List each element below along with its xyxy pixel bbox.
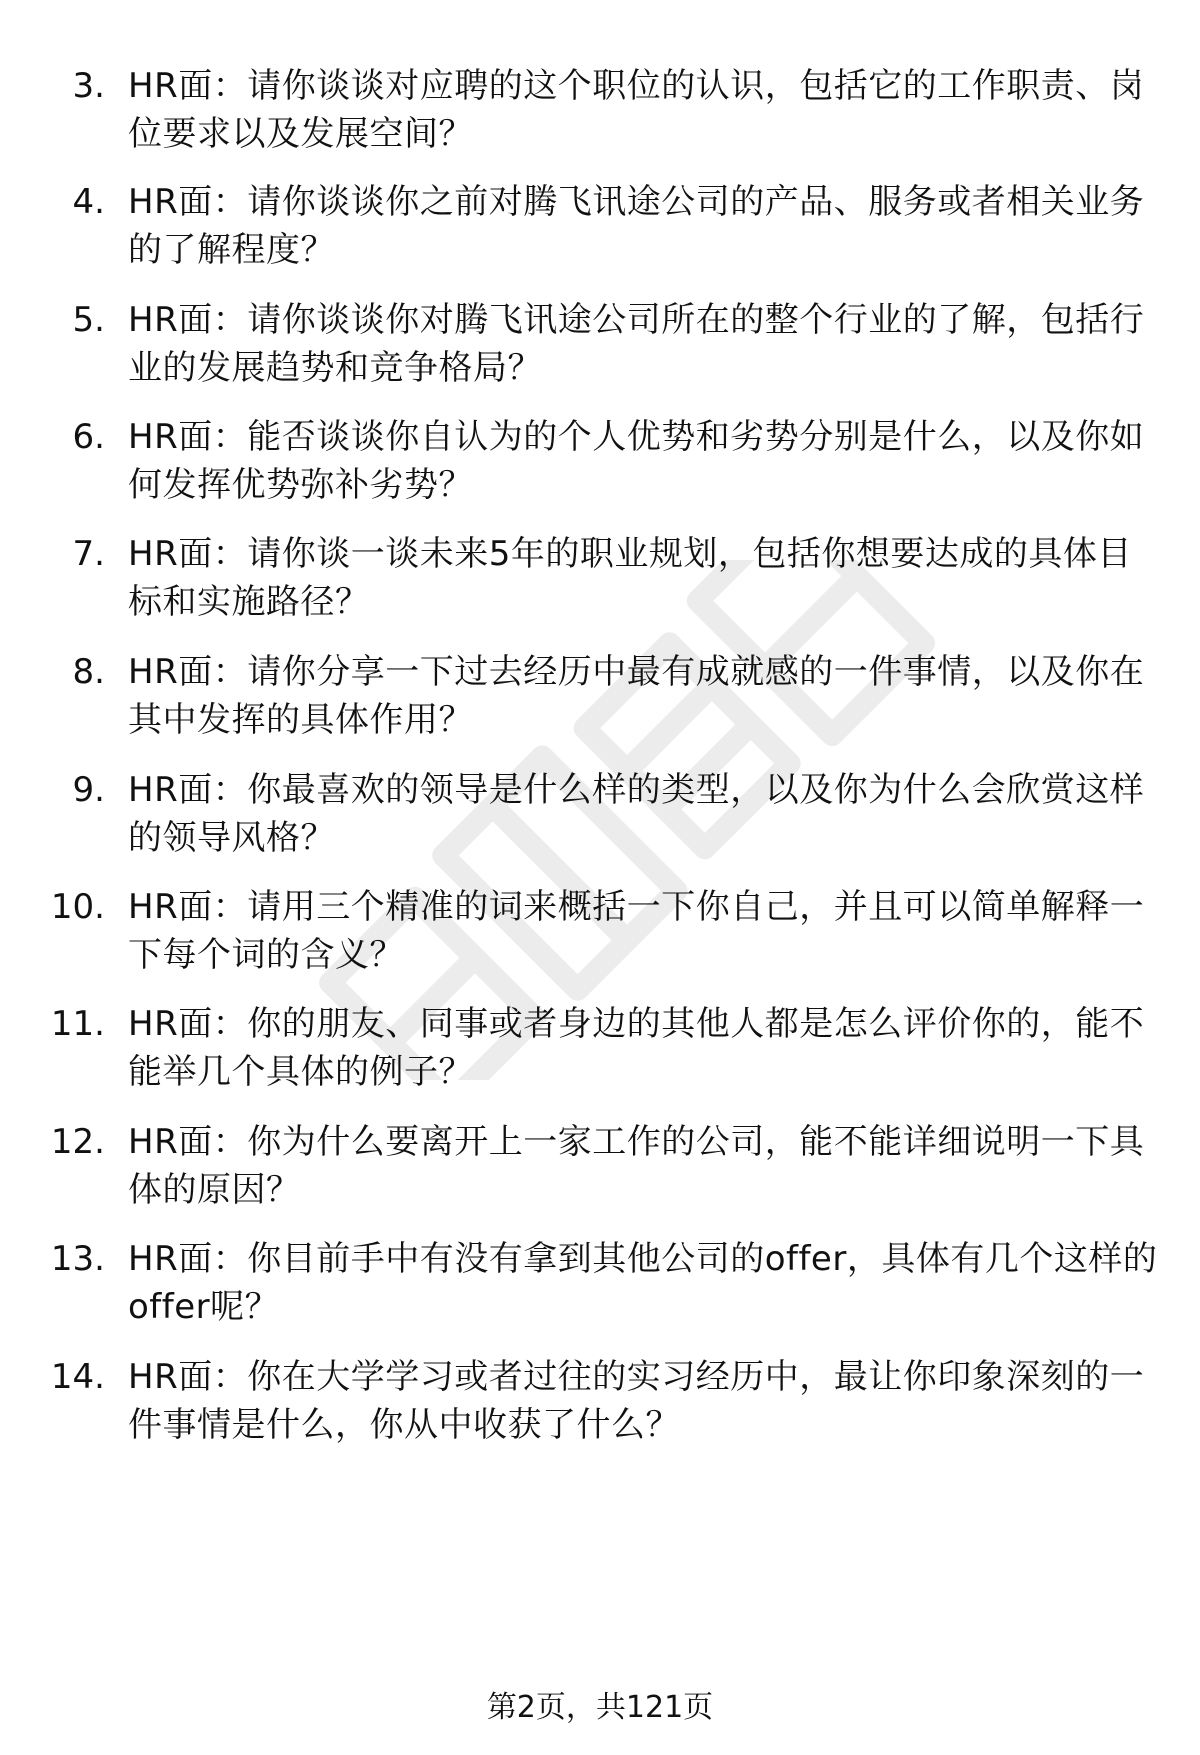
list-item xyxy=(0,648,1200,748)
question-number: 4. xyxy=(72,182,105,222)
list-item xyxy=(0,1000,1200,1100)
question-number: 14. xyxy=(50,1357,105,1397)
question-text: HR面：请你谈谈对应聘的这个职位的认识，包括它的工作职责、岗位要求以及发展空间？ xyxy=(128,66,1145,154)
question-number: 3. xyxy=(72,66,105,106)
question-text: HR面：请你分享一下过去经历中最有成就感的一件事情，以及你在其中发挥的具体作用？ xyxy=(128,652,1145,740)
question-number: 9. xyxy=(72,770,105,810)
list-item xyxy=(0,766,1200,866)
list-item xyxy=(0,883,1200,983)
question-text: HR面：你为什么要离开上一家工作的公司，能不能详细说明一下具体的原因？ xyxy=(128,1122,1145,1210)
question-number: 12. xyxy=(50,1122,105,1162)
list-item xyxy=(0,530,1200,630)
question-number: 11. xyxy=(50,1004,105,1044)
question-text: HR面：请用三个精准的词来概括一下你自己，并且可以简单解释一下每个词的含义？ xyxy=(128,887,1145,975)
list-item xyxy=(0,62,1200,162)
question-number: 7. xyxy=(72,534,105,574)
question-text: HR面：你目前手中有没有拿到其他公司的offer，具体有几个这样的offer呢？ xyxy=(128,1239,1158,1327)
question-text: HR面：能否谈谈你自认为的个人优势和劣势分别是什么，以及你如何发挥优势弥补劣势？ xyxy=(128,417,1145,505)
question-number: 6. xyxy=(72,417,105,457)
question-text: HR面：请你谈谈你对腾飞讯途公司所在的整个行业的了解，包括行业的发展趋势和竞争格局？ xyxy=(128,300,1145,388)
question-number: 13. xyxy=(50,1239,105,1279)
list-item xyxy=(0,178,1200,278)
question-text: HR面：请你谈一谈未来5年的职业规划，包括你想要达成的具体目标和实施路径？ xyxy=(128,534,1132,622)
question-number: 5. xyxy=(72,300,105,340)
question-number: 10. xyxy=(50,887,105,927)
question-number: 8. xyxy=(72,652,105,692)
list-item xyxy=(0,1353,1200,1453)
list-item xyxy=(0,296,1200,396)
question-text: HR面：你在大学学习或者过往的实习经历中，最让你印象深刻的一件事情是什么，你从中收获了什么？ xyxy=(128,1357,1145,1445)
question-text: HR面：请你谈谈你之前对腾飞讯途公司的产品、服务或者相关业务的了解程度？ xyxy=(128,182,1145,270)
list-item xyxy=(0,1118,1200,1218)
question-text: HR面：你的朋友、同事或者身边的其他人都是怎么评价你的，能不能举几个具体的例子？ xyxy=(128,1004,1145,1092)
page-number: 第2页，共121页 xyxy=(486,1690,714,1725)
list-item xyxy=(0,413,1200,513)
question-text: HR面：你最喜欢的领导是什么样的类型，以及你为什么会欣赏这样的领导风格？ xyxy=(128,770,1145,858)
list-item xyxy=(0,1235,1200,1335)
